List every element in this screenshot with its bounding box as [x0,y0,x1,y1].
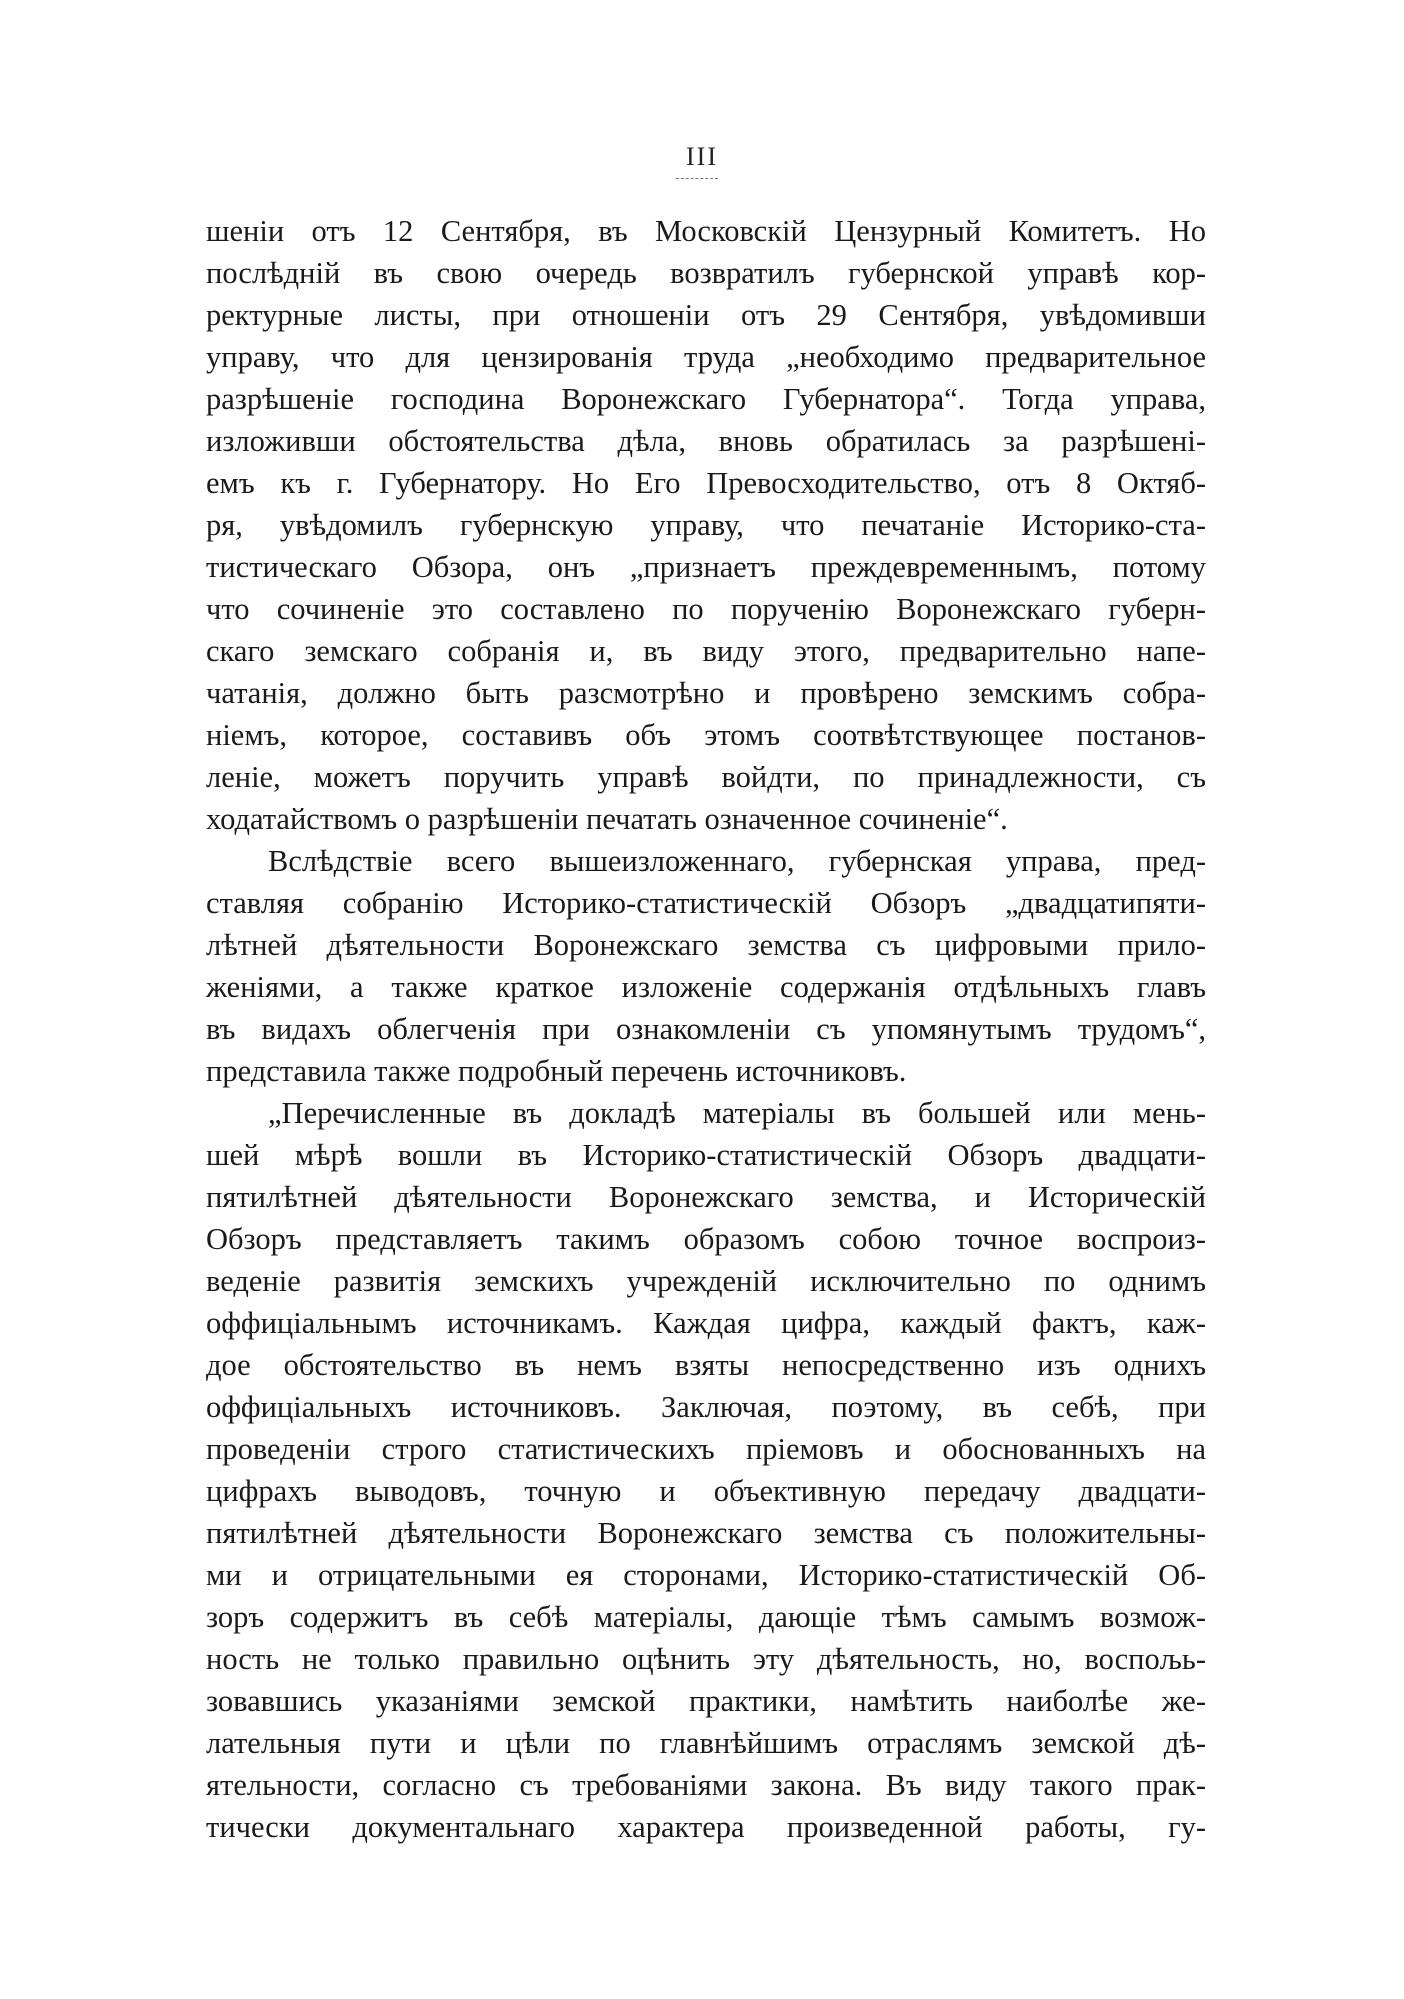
text-line: Обзоръ представляетъ такимъ образомъ собою точное воспроиз- [206,1222,1206,1256]
text-line: что сочиненіе это составлено по порученію Воронежскаго губерн- [206,592,1206,626]
text-line: шей мѣрѣ вошли въ Историко-статистическій Обзоръ двадцати- [206,1138,1206,1172]
text-line: ность не только правильно оцѣнить эту дѣятельность, но, воспољь- [206,1642,1206,1676]
text-line: изложивши обстоятельства дѣла, вновь обратилась за разрѣшені- [206,424,1206,458]
text-line: лательныя пути и цѣли по главнѣйшимъ отраслямъ земской дѣ- [206,1726,1206,1760]
text-line: скаго земскаго собранія и, въ виду этого, предварительно напе- [206,634,1206,668]
text-line: проведеніи строго статистическихъ пріемовъ и обоснованныхъ на [206,1432,1206,1466]
text-line: чатанія, должно быть разсмотрѣно и провѣрено земскимъ собра- [206,676,1206,710]
paragraph-continuation [206,210,1206,840]
text-line: ми и отрицательными ея сторонами, Историко-статистическій Об- [206,1558,1206,1592]
text-line: въ видахъ облегченія при ознакомленіи съ упомянутымъ трудомъ“, [206,1012,1206,1046]
paragraph-quotation [206,1092,1206,1848]
text-line: ходатайствомъ о разрѣшеніи печатать означенное сочиненіе“. [206,802,1008,836]
text-line: леніе, можетъ поручить управѣ войдти, по принадлежности, съ [206,760,1206,794]
text-line: веденіе развитія земскихъ учрежденій исключительно по однимъ [206,1264,1206,1298]
text-line: оффиціальнымъ источникамъ. Каждая цифра, каждый фактъ, каж- [206,1306,1206,1340]
page-number-rule [676,178,718,179]
text-line: представила также подробный перечень источниковъ. [206,1054,907,1088]
text-line: лѣтней дѣятельности Воронежскаго земства съ цифровыми прило- [206,928,1206,962]
text-line: послѣдній въ свою очередь возвратилъ губернской управѣ кор- [206,256,1206,290]
text-line: „Перечисленные въ докладѣ матеріалы въ большей или мень- [268,1096,1206,1130]
text-line: зовавшись указаніями земской практики, намѣтить наиболѣе же- [206,1684,1206,1718]
paragraph-report [206,840,1206,1092]
text-line: шеніи отъ 12 Сентября, въ Московскій Цензурный Комитетъ. Но [206,214,1206,248]
text-line: зоръ содержитъ въ себѣ матеріалы, дающіе тѣмъ самымъ возмож- [206,1600,1206,1634]
body-text [206,210,1206,1848]
text-line: тистическаго Обзора, онъ „признаетъ преждевременнымъ, потому [206,550,1206,584]
text-line: ятельности, согласно съ требованіями закона. Въ виду такого прак- [206,1768,1206,1802]
page-number: III [686,142,718,171]
text-line: ставляя собранію Историко-статистическій Обзоръ „двадцатипяти- [206,886,1206,920]
text-line: цифрахъ выводовъ, точную и объективную передачу двадцати- [206,1474,1206,1508]
text-line: женіями, а также краткое изложеніе содержанія отдѣльныхъ главъ [206,970,1206,1004]
text-line: дое обстоятельство въ немъ взяты непосредственно изъ однихъ [206,1348,1206,1382]
text-line: ря, увѣдомилъ губернскую управу, что печатаніе Историко-ста- [206,508,1206,542]
text-line: пятилѣтней дѣятельности Воронежскаго земства, и Историческій [206,1180,1206,1214]
text-line: управу, что для цензированія труда „необходимо предварительное [206,340,1206,374]
text-line: разрѣшеніе господина Воронежскаго Губернатора“. Тогда управа, [206,382,1206,416]
text-line: ректурные листы, при отношеніи отъ 29 Сентября, увѣдомивши [206,298,1206,332]
text-line: пятилѣтней дѣятельности Воронежскаго земства съ положительны- [206,1516,1206,1550]
text-line: оффиціальныхъ источниковъ. Заключая, поэтому, въ себѣ, при [206,1390,1206,1424]
text-line: емъ къ г. Губернатору. Но Его Превосходительство, отъ 8 Октяб- [206,466,1206,500]
text-line: тически документальнаго характера произведенной работы, гу- [206,1810,1206,1844]
text-line: ніемъ, которое, составивъ объ этомъ соотвѣтствующее постанов- [206,718,1206,752]
text-line: Вслѣдствіе всего вышеизложеннаго, губернская управа, пред- [268,844,1206,878]
